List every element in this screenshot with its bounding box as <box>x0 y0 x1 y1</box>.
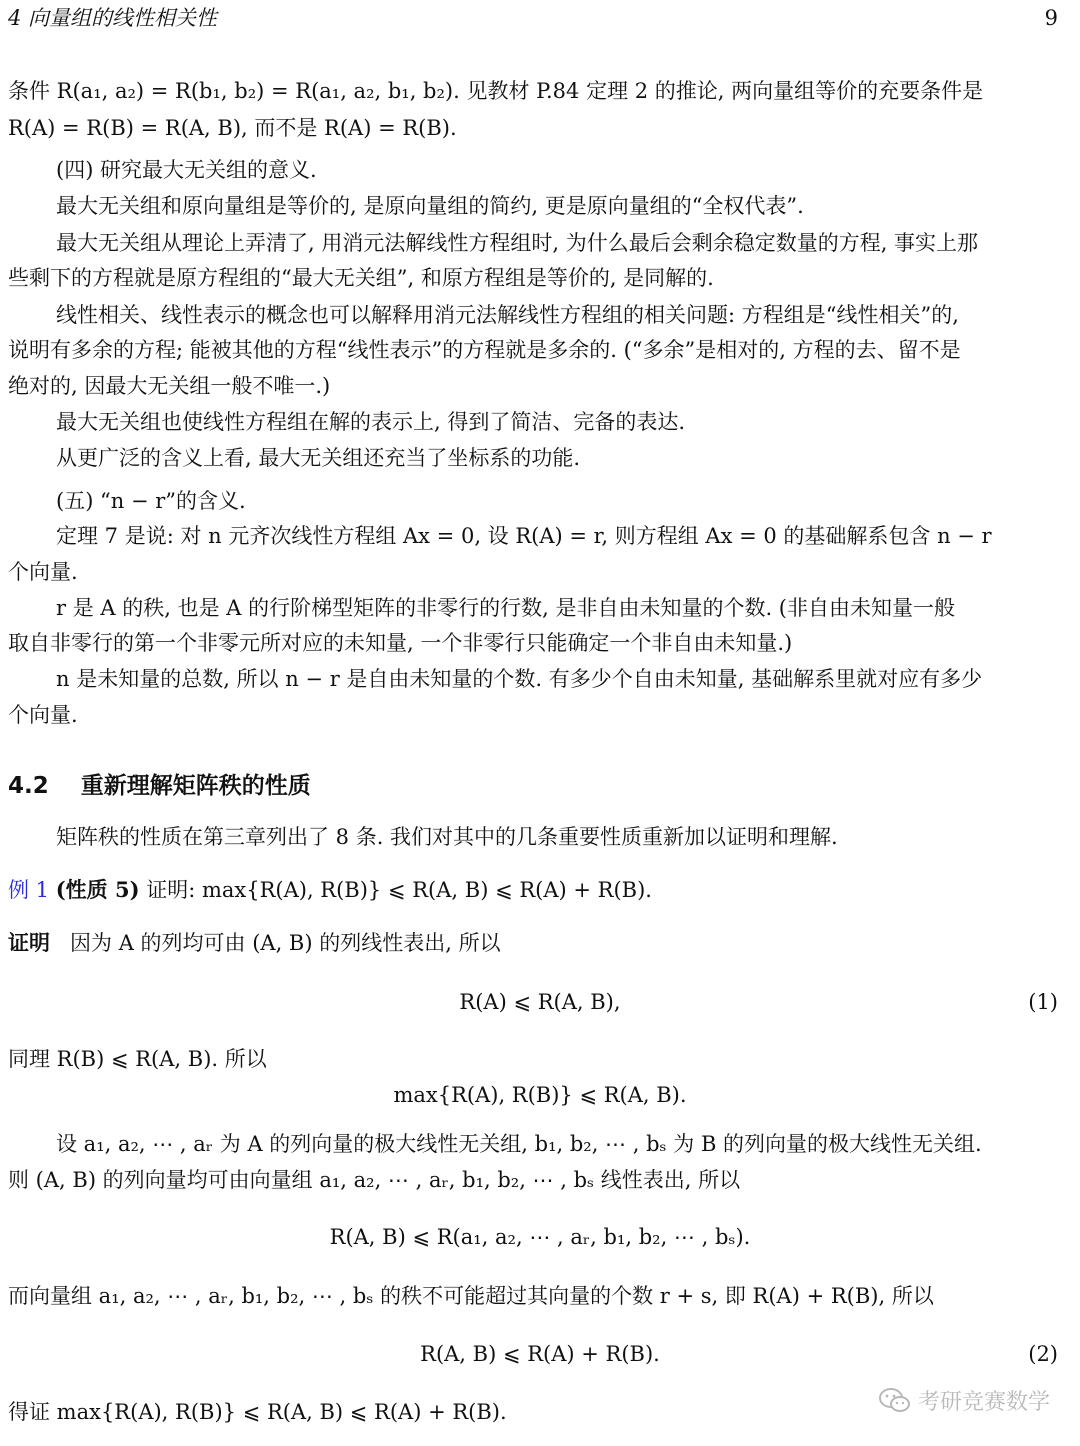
watermark-text: 考研竞赛数学 <box>917 1390 1050 1415</box>
paragraph-line: 而向量组 a₁, a₂, ⋯ , aᵣ, b₁, b₂, ⋯ , bₛ 的秩不可能超过其向量的个数 r + s, 即 R(A) + R(B), 所以 <box>8 1284 934 1308</box>
paragraph-line: 最大无关组也使线性方程组在解的表示上, 得到了简洁、完备的表达. <box>56 410 686 434</box>
equation: R(A, B) ⩽ R(A) + R(B). <box>420 1342 660 1366</box>
subheading-line: (五) “n − r”的含义. <box>56 489 246 513</box>
paragraph-line: 得证 max{R(A), R(B)} ⩽ R(A, B) ⩽ R(A) + R(B). <box>8 1400 507 1424</box>
wechat-icon <box>878 1387 912 1415</box>
equation: R(A, B) ⩽ R(a₁, a₂, ⋯ , aᵣ, b₁, b₂, ⋯ , bₛ). <box>329 1225 751 1249</box>
paragraph-line: 定理 7 是说: 对 n 元齐次线性方程组 Ax = 0, 设 R(A) = r, 则方程组 Ax = 0 的基础解系包含 n − r <box>56 524 992 548</box>
example-property: (性质 5) <box>55 877 140 902</box>
paragraph-line: R(A) = R(B) = R(A, B), 而不是 R(A) = R(B). <box>8 116 457 140</box>
equation: R(A) ⩽ R(A, B), <box>459 990 621 1014</box>
paragraph-line: 取自非零行的第一个非零元所对应的未知量, 一个非零行只能确定一个非自由未知量.) <box>8 631 793 655</box>
proof-line <box>8 929 501 957</box>
paragraph-line: 矩阵秩的性质在第三章列出了 8 条. 我们对其中的几条重要性质重新加以证明和理解. <box>56 825 838 849</box>
section-number: 4.2 <box>8 773 49 799</box>
example-line <box>8 876 652 904</box>
paragraph-line: 绝对的, 因最大无关组一般不唯一.) <box>8 374 331 398</box>
paragraph-line: 条件 R(a₁, a₂) = R(b₁, b₂) = R(a₁, a₂, b₁, b₂). 见教材 P.84 定理 2 的推论, 两向量组等价的充要条件是 <box>8 79 984 103</box>
paragraph-line: n 是未知量的总数, 所以 n − r 是自由未知量的个数. 有多少个自由未知量, 基础解系里就对应有多少 <box>56 667 983 691</box>
paragraph-line: 说明有多余的方程; 能被其他的方程“线性表示”的方程就是多余的. (“多余”是相对的, 方程的去、留不是 <box>8 338 961 362</box>
equation-number: (1) <box>1028 990 1058 1014</box>
equation-number: (2) <box>1028 1342 1058 1366</box>
paragraph-line: 个向量. <box>8 560 78 584</box>
paragraph-line: 最大无关组从理论上弄清了, 用消元法解线性方程组时, 为什么最后会剩余稳定数量的方程, 事实上那 <box>56 231 979 255</box>
equation: max{R(A), R(B)} ⩽ R(A, B). <box>393 1083 687 1107</box>
section-heading <box>8 772 311 800</box>
proof-label: 证明 <box>8 931 50 955</box>
section-title: 重新理解矩阵秩的性质 <box>80 773 311 799</box>
proof-text: 因为 A 的列均可由 (A, B) 的列线性表出, 所以 <box>70 931 501 955</box>
paragraph-line: 设 a₁, a₂, ⋯ , aᵣ 为 A 的列向量的极大线性无关组, b₁, b₂, ⋯ , bₛ 为 B 的列向量的极大线性无关组. <box>56 1132 982 1156</box>
paragraph-line: 同理 R(B) ⩽ R(A, B). 所以 <box>8 1047 267 1071</box>
page-number: 9 <box>1044 6 1058 30</box>
example-label: 例 1 <box>8 878 50 902</box>
paragraph-line: 则 (A, B) 的列向量均可由向量组 a₁, a₂, ⋯ , aᵣ, b₁, b₂, ⋯ , bₛ 线性表出, 所以 <box>8 1168 741 1192</box>
paragraph-line: 些剩下的方程就是原方程组的“最大无关组”, 和原方程组是等价的, 是同解的. <box>8 266 714 290</box>
header-title: 4 向量组的线性相关性 <box>8 6 218 30</box>
subheading-line: (四) 研究最大无关组的意义. <box>56 158 317 182</box>
paragraph-line: r 是 A 的秩, 也是 A 的行阶梯型矩阵的非零行的行数, 是非自由未知量的个数. (非自由未知量一般 <box>56 596 955 620</box>
example-text: 证明: max{R(A), R(B)} ⩽ R(A, B) ⩽ R(A) + R(B). <box>139 878 652 902</box>
paragraph-line: 个向量. <box>8 703 78 727</box>
paragraph-line: 线性相关、线性表示的概念也可以解释用消元法解线性方程组的相关问题: 方程组是“线性相关”的, <box>56 303 959 327</box>
paragraph-line: 从更广泛的含义上看, 最大无关组还充当了坐标系的功能. <box>56 446 581 470</box>
paragraph-line: 最大无关组和原向量组是等价的, 是原向量组的简约, 更是原向量组的“全权代表”. <box>56 194 804 218</box>
running-header <box>8 4 1058 32</box>
watermark <box>878 1385 1050 1416</box>
